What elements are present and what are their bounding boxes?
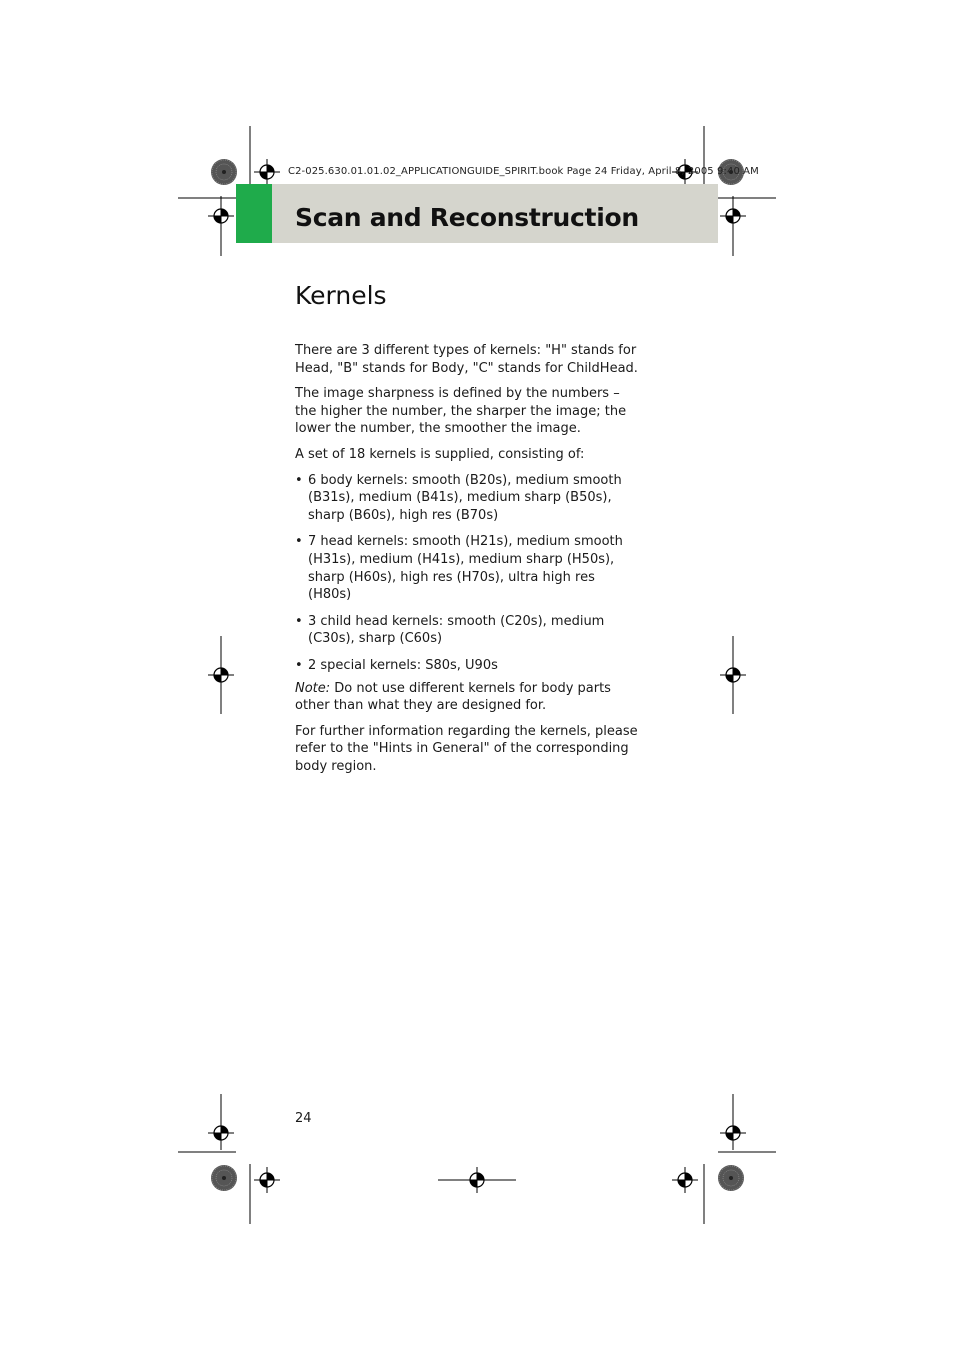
- chapter-header: [236, 184, 718, 243]
- list-item-text: 7 head kernels: smooth (H21s), medium smooth (H31s), medium (H41s), medium sharp (H50s), sharp (H60s), high res (H70s), ultra high res (H80s): [308, 534, 623, 603]
- note-text: Do not use different kernels for body parts other than what they are designed for.: [295, 680, 611, 714]
- chapter-title: Scan and Reconstruction: [295, 203, 639, 232]
- crosshair-mark-icon: [720, 203, 746, 229]
- starburst-mark-icon: [211, 1165, 237, 1191]
- note-label: Note:: [295, 680, 331, 696]
- note-paragraph: [295, 680, 640, 715]
- kernel-list: [295, 472, 640, 675]
- paragraph-sharpness: The image sharpness is defined by the numbers – the higher the number, the sharper the image; the lower the number, the smoother the image.: [295, 386, 627, 437]
- print-slug: C2-025.630.01.01.02_APPLICATIONGUIDE_SPIRIT.book Page 24 Friday, April 8, 2005 9:40 AM: [288, 166, 759, 177]
- crosshair-mark-icon: [254, 159, 280, 185]
- paragraph-kernel-types: There are 3 different types of kernels: "H" stands for Head, "B" stands for Body, "C" stands for ChildHead.: [295, 343, 638, 376]
- crosshair-mark-icon: [208, 1120, 234, 1146]
- bottom-trim-lines: [178, 1094, 776, 1224]
- list-item: [295, 533, 640, 603]
- bullet-icon: •: [295, 534, 303, 550]
- crosshair-mark-icon: [672, 1167, 698, 1193]
- header-accent-block: [236, 184, 272, 243]
- starburst-mark-icon: [718, 1165, 744, 1191]
- crosshair-mark-icon: [464, 1167, 490, 1193]
- body-content: [295, 342, 640, 783]
- list-item: [295, 472, 640, 525]
- section-title: Kernels: [295, 281, 387, 310]
- crosshair-mark-icon: [720, 662, 746, 688]
- crosshair-mark-icon: [720, 1120, 746, 1146]
- list-item-text: 6 body kernels: smooth (B20s), medium smooth (B31s), medium (B41s), medium sharp (B50s), sharp (B60s), high res (B70s): [308, 472, 622, 523]
- crosshair-mark-icon: [208, 662, 234, 688]
- crosshair-mark-icon: [208, 203, 234, 229]
- list-item: [295, 613, 640, 648]
- paragraph-further-info: For further information regarding the kernels, please refer to the "Hints in General" of the corresponding body region.: [295, 723, 638, 774]
- bullet-icon: •: [295, 657, 303, 673]
- paragraph-kernel-set: A set of 18 kernels is supplied, consisting of:: [295, 446, 585, 462]
- bullet-icon: •: [295, 472, 303, 488]
- crosshair-mark-icon: [254, 1167, 280, 1193]
- list-item: [295, 657, 640, 675]
- bullet-icon: •: [295, 613, 303, 629]
- list-item-text: 3 child head kernels: smooth (C20s), medium (C30s), sharp (C60s): [308, 613, 605, 647]
- starburst-mark-icon: [211, 159, 237, 185]
- page-number: 24: [295, 1111, 312, 1126]
- list-item-text: 2 special kernels: S80s, U90s: [308, 657, 498, 673]
